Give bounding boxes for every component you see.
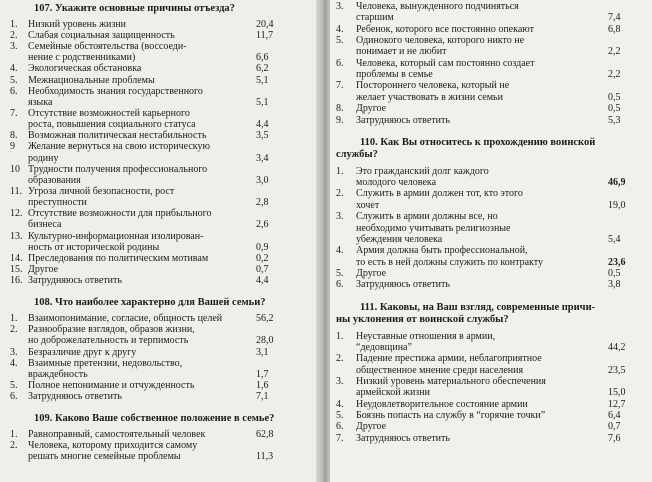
- answer-percent: 0,7: [608, 421, 621, 433]
- answer-text: Отсутствие возможностей карьерного: [28, 107, 190, 119]
- answer-percent: 5,1: [256, 74, 269, 86]
- answer-number: 1.: [10, 429, 18, 441]
- answer-percent: 3,1: [256, 346, 269, 358]
- answer-number: 4.: [336, 245, 344, 257]
- answer-text: Полное непонимание и отчужденность: [28, 380, 195, 391]
- answer-percent: 20,4: [256, 18, 274, 30]
- answer-number: 2.: [10, 440, 18, 452]
- answer-text: Это гражданский долг каждого: [356, 165, 489, 177]
- answer-text: враждебность: [28, 368, 88, 380]
- answer-number: 8.: [336, 103, 344, 115]
- answer-number: 14.: [10, 252, 23, 264]
- answer-text: Неудовлетворительное состояние армии: [356, 398, 528, 410]
- answer-number: 7.: [336, 432, 344, 444]
- answer-percent: 46,9: [608, 177, 626, 189]
- answer-text: Трудности получения профессионального: [28, 163, 208, 175]
- answer-percent: 44,2: [608, 341, 626, 353]
- answer-number: 4.: [336, 398, 344, 410]
- answer-text: желает участвовать в жизни семьи: [356, 91, 503, 103]
- question-title: ны уклонения от воинской службы?: [336, 313, 509, 325]
- answer-number: 16.: [10, 275, 23, 287]
- answer-text: Затрудняюсь ответить: [356, 432, 450, 444]
- answer-number: 9: [10, 141, 15, 153]
- answer-text: Преследования по политическим мотивам: [28, 252, 209, 264]
- answer-percent: 6,8: [608, 23, 621, 35]
- answer-number: 6.: [10, 391, 18, 403]
- answer-text: Затрудняюсь ответить: [28, 391, 122, 403]
- answer-text: роста, повышения социального статуса: [28, 119, 196, 131]
- answer-number: 1.: [10, 313, 18, 325]
- answer-text: бизнеса: [28, 219, 62, 231]
- answer-text: то есть в ней должны служить по контракту: [356, 256, 544, 268]
- answer-number: 5.: [336, 35, 344, 47]
- answer-percent: 15,0: [608, 387, 626, 399]
- answer-text: Желание вернуться на свою историческую: [28, 141, 210, 153]
- answer-text: Культурно-информационная изолирован-: [28, 230, 204, 242]
- answer-text: Армия должна быть профессиональной,: [356, 245, 528, 257]
- answer-text: но доброжелательность и терпимость: [28, 335, 189, 347]
- answer-text: Взаимные претензии, недовольство,: [28, 357, 183, 369]
- answer-percent: 4,4: [256, 275, 269, 287]
- answer-number: 1.: [336, 330, 344, 342]
- answer-number: 8.: [10, 130, 18, 142]
- answer-text: “дедовщина”: [356, 341, 412, 353]
- answer-number: 4.: [10, 357, 18, 369]
- answer-number: 3.: [10, 41, 18, 53]
- answer-text: Служить в армии должны все, но: [356, 211, 498, 223]
- answer-number: 11.: [10, 186, 23, 197]
- answer-percent: 11,3: [256, 451, 274, 463]
- answer-percent: 0,5: [608, 267, 621, 279]
- answer-text: Постороннего человека, который не: [356, 80, 510, 92]
- answer-number: 5.: [10, 380, 18, 391]
- answer-number: 9.: [336, 114, 344, 126]
- answer-percent: 0,5: [608, 103, 621, 115]
- left-page: [0, 0, 318, 482]
- answer-number: 1.: [10, 18, 18, 30]
- answer-text: Низкий уровень жизни: [28, 18, 127, 30]
- answer-number: 2.: [336, 353, 344, 365]
- answer-percent: 28,0: [256, 335, 274, 347]
- answer-percent: 7,6: [608, 432, 621, 444]
- answer-percent: 6,4: [608, 409, 621, 421]
- answer-percent: 5,1: [256, 96, 269, 108]
- answer-text: языка: [28, 96, 53, 108]
- answer-percent: 5,3: [608, 114, 621, 126]
- answer-text: Необходимость знания государственного: [28, 85, 203, 97]
- answer-number: 3.: [336, 1, 344, 12]
- question-title: 109. Каково Ваше собственное положение в семье?: [34, 413, 275, 425]
- answer-number: 4.: [336, 23, 344, 35]
- answer-number: 3.: [336, 211, 344, 223]
- question-title: 110. Как Вы относитесь к прохождению воинской: [360, 136, 596, 148]
- answer-text: понимает и не любит: [356, 46, 447, 58]
- answer-number: 15.: [10, 264, 23, 276]
- answer-number: 5.: [336, 267, 344, 279]
- answer-text: родину: [28, 152, 59, 164]
- answer-number: 7.: [10, 107, 18, 119]
- answer-text: Экологическая обстановка: [28, 63, 142, 75]
- answer-percent: 23,6: [608, 256, 626, 268]
- right-page: [330, 0, 652, 482]
- answer-text: преступности: [28, 197, 87, 209]
- answer-percent: 4,4: [256, 119, 269, 131]
- answer-text: Человека, который сам постоянно создает: [356, 57, 535, 69]
- answer-percent: 0,5: [608, 91, 621, 103]
- answer-percent: 6,2: [256, 63, 269, 75]
- answer-text: Слабая социальная защищенность: [28, 29, 175, 41]
- answer-percent: 3,8: [608, 279, 621, 291]
- answer-number: 3.: [336, 375, 344, 387]
- answer-number: 4.: [10, 63, 18, 75]
- answer-percent: 0,2: [256, 252, 269, 264]
- answer-text: Падение престижа армии, неблагоприятное: [356, 353, 542, 365]
- answer-percent: 23,5: [608, 364, 626, 376]
- answer-text: Разнообразие взглядов, образов жизни,: [28, 324, 195, 336]
- answer-text: необходимо учитывать религиозные: [356, 222, 511, 234]
- answer-percent: 1,7: [256, 368, 269, 380]
- answer-text: Боязнь попасть на службу в “горячие точки”: [356, 409, 546, 421]
- answer-text: Равноправный, самостоятельный человек: [28, 429, 206, 441]
- question-title: 108. Что наиболее характерно для Вашей семьи?: [34, 297, 266, 309]
- answer-number: 6.: [336, 421, 344, 433]
- answer-number: 10: [10, 163, 20, 175]
- answer-number: 2.: [336, 188, 344, 200]
- answer-text: Служить в армии должен тот, кто этого: [356, 188, 523, 200]
- answer-text: Затрудняюсь ответить: [28, 275, 122, 287]
- answer-text: Другое: [28, 264, 59, 276]
- answer-number: 2.: [10, 29, 18, 41]
- answer-text: проблемы в семье: [356, 69, 433, 81]
- answer-number: 3.: [10, 346, 18, 358]
- answer-percent: 7,4: [608, 12, 621, 24]
- answer-percent: 0,7: [256, 264, 269, 276]
- answer-percent: 2,2: [608, 46, 621, 58]
- answer-percent: 62,8: [256, 429, 274, 441]
- answer-text: образования: [28, 174, 81, 186]
- answer-percent: 0,9: [256, 241, 269, 253]
- answer-percent: 7,1: [256, 391, 269, 403]
- answer-percent: 11,7: [256, 29, 274, 41]
- answer-text: Другое: [356, 103, 387, 115]
- answer-percent: 5,4: [608, 233, 621, 245]
- answer-text: Низкий уровень материального обеспечения: [356, 375, 546, 387]
- answer-text: Затрудняюсь ответить: [356, 114, 450, 126]
- answer-text: Другое: [356, 267, 387, 279]
- answer-text: общественное мнение среди населения: [356, 364, 524, 376]
- answer-number: 6.: [336, 279, 344, 291]
- answer-text: Угроза личной безопасности, рост: [28, 186, 175, 197]
- answer-text: Другое: [356, 421, 387, 433]
- answer-percent: 3,5: [256, 130, 269, 142]
- answer-text: старшим: [356, 12, 394, 24]
- answer-percent: 12,7: [608, 398, 626, 410]
- answer-text: Ребенок, которого все постоянно опекают: [356, 23, 534, 35]
- answer-percent: 3,0: [256, 174, 269, 186]
- answer-number: 6.: [10, 85, 18, 97]
- answer-text: хочет: [356, 199, 380, 211]
- answer-number: 12.: [10, 208, 23, 220]
- answer-text: Человека, вынужденного подчиняться: [356, 1, 519, 12]
- answer-text: Одинокого человека, которого никто не: [356, 35, 525, 47]
- answer-text: Затрудняюсь ответить: [356, 279, 450, 291]
- answer-percent: 2,6: [256, 219, 269, 231]
- answer-text: нение с родственниками): [28, 52, 136, 64]
- answer-text: молодого человека: [356, 177, 437, 189]
- answer-percent: 56,2: [256, 313, 274, 325]
- answer-text: убеждения человека: [356, 233, 443, 245]
- answer-number: 2.: [10, 324, 18, 336]
- answer-percent: 2,8: [256, 197, 269, 209]
- answer-text: ность от исторической родины: [28, 241, 160, 253]
- answer-text: Безразличие друг к другу: [28, 346, 137, 358]
- answer-text: Межнациональные проблемы: [28, 74, 155, 86]
- answer-text: Отсутствие возможности для прибыльного: [28, 208, 212, 220]
- answer-text: Возможная политическая нестабильность: [28, 130, 207, 142]
- answer-number: 6.: [336, 57, 344, 69]
- answer-text: Семейные обстоятельства (воссоеди-: [28, 41, 187, 53]
- answer-text: Неуставные отношения в армии,: [356, 330, 496, 342]
- answer-percent: 6,6: [256, 52, 269, 64]
- question-title: 111. Каковы, на Ваш взгляд, современные причи-: [360, 301, 596, 313]
- answer-percent: 2,2: [608, 69, 621, 81]
- question-title: 107. Укажите основные причины отъезда?: [34, 3, 235, 14]
- answer-number: 7.: [336, 80, 344, 92]
- answer-number: 1.: [336, 165, 344, 177]
- answer-number: 5.: [336, 409, 344, 421]
- question-title: службы?: [336, 148, 378, 160]
- answer-percent: 19,0: [608, 199, 626, 211]
- answer-number: 13.: [10, 230, 23, 242]
- answer-text: решать многие семейные проблемы: [28, 451, 181, 463]
- answer-percent: 3,4: [256, 152, 269, 164]
- answer-text: армейской жизни: [356, 387, 430, 399]
- answer-text: Взаимопонимание, согласие, общность целей: [28, 313, 223, 325]
- answer-percent: 1,6: [256, 380, 269, 391]
- answer-text: Человека, которому приходится самому: [28, 440, 198, 452]
- answer-number: 5.: [10, 74, 18, 86]
